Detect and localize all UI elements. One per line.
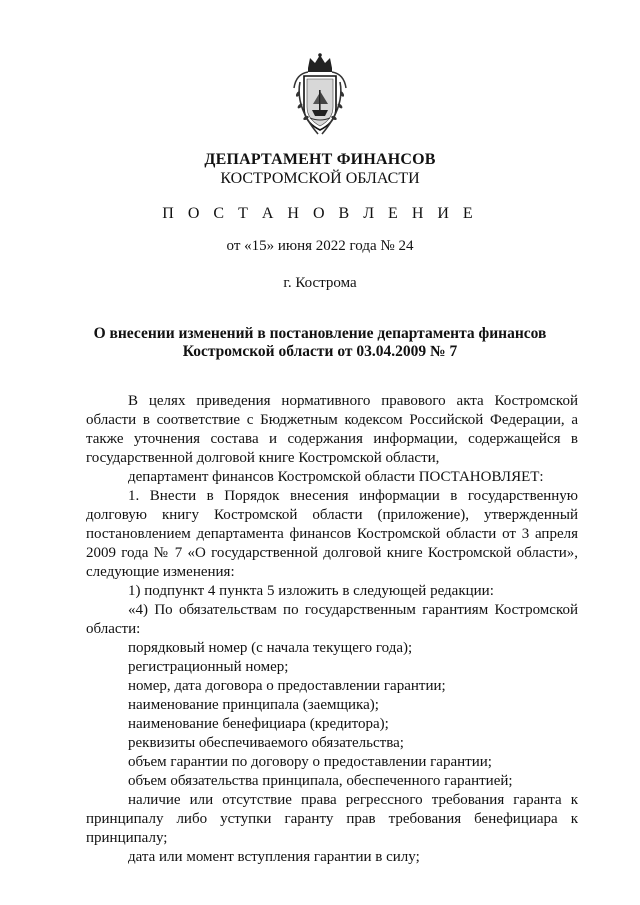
city: г. Кострома — [283, 275, 357, 291]
document-body — [86, 392, 578, 867]
department-name: ДЕПАРТАМЕНТ ФИНАНСОВ — [204, 151, 436, 168]
body-paragraph: В целях приведения нормативного правового акта Костромской области в соответствие с Бюджетным кодексом Российской Федерации, а также уточнения состава и содержания информации, содержащейся в государственной долговой книге Костромской области, — [86, 393, 578, 466]
document-type: П О С Т А Н О В Л Е Н И Е — [162, 205, 478, 222]
list-item: дата или момент вступления гарантии в силу; — [128, 849, 420, 865]
document-title-line-1: О внесении изменений в постановление департамента финансов — [93, 325, 547, 342]
document-date-number: от «15» июня 2022 года № 24 — [226, 238, 414, 254]
list-item: объем гарантии по договору о предоставлении гарантии; — [128, 754, 492, 770]
coat-of-arms-icon — [290, 52, 350, 138]
body-paragraph: 1. Внести в Порядок внесения информации в государственную долговую книгу Костромской области (приложение), утвержденный постановлением департамента финансов Костромской области от 3 апреля 2009 года № 7 «О государственной долговой книге Костромской области», следующие изменения: — [86, 488, 578, 580]
list-item: порядковый номер (с начала текущего года); — [128, 640, 413, 656]
list-item: номер, дата договора о предоставлении гарантии; — [128, 678, 446, 694]
region-name: КОСТРОМСКОЙ ОБЛАСТИ — [220, 170, 420, 187]
list-item: наименование принципала (заемщика); — [128, 697, 379, 713]
list-item: регистрационный номер; — [128, 659, 289, 675]
document-title-line-2: Костромской области от 03.04.2009 № 7 — [182, 343, 458, 360]
list-item: наименование бенефициара (кредитора); — [128, 716, 389, 732]
list-item: реквизиты обеспечиваемого обязательства; — [128, 735, 404, 751]
list-item: объем обязательства принципала, обеспеченного гарантией; — [128, 773, 513, 789]
body-paragraph: 1) подпункт 4 пункта 5 изложить в следующей редакции: — [128, 583, 494, 599]
body-paragraph: департамент финансов Костромской области ПОСТАНОВЛЯЕТ: — [128, 469, 544, 485]
list-item: наличие или отсутствие права регрессного требования гаранта к принципалу либо уступки гаранту прав требования бенефициара к принципалу; — [86, 792, 578, 846]
body-paragraph: «4) По обязательствам по государственным гарантиям Костромской области: — [86, 602, 578, 637]
